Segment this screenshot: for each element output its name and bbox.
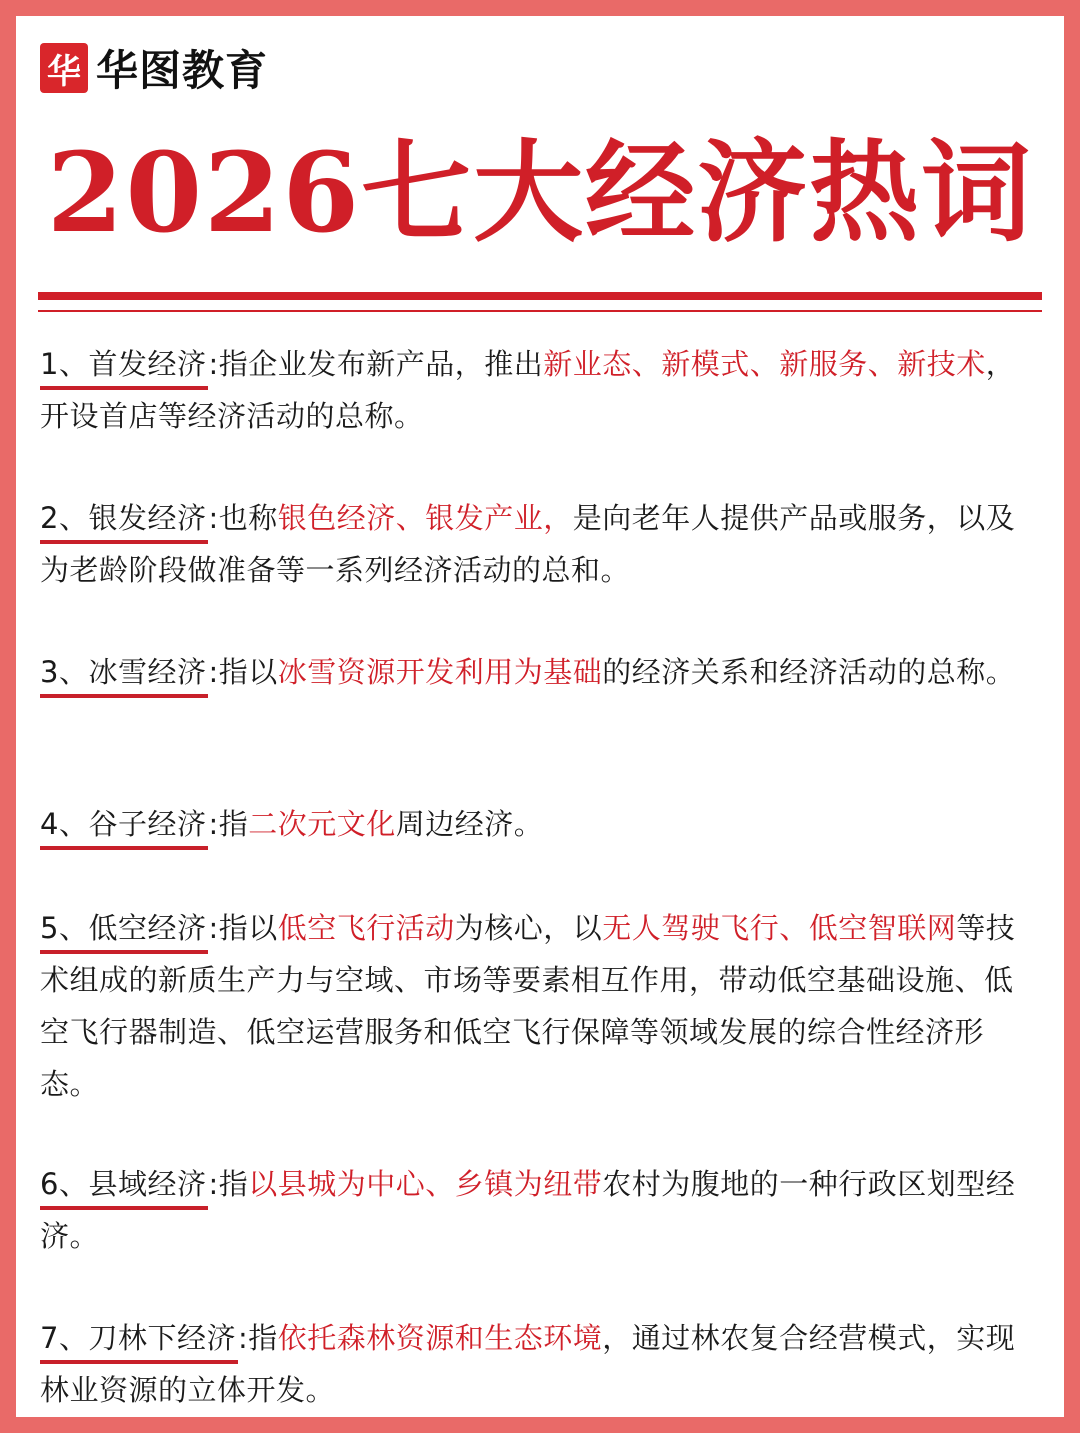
- entry-text: ，通过林农复合经营模式，实现林业资源的立体开发。: [40, 1321, 1016, 1407]
- entry-3: [40, 646, 1040, 698]
- entry-highlight: 无人驾驶飞行、低空智联网: [602, 911, 957, 945]
- entry-text: 等技术组成的新质生产力与空域、市场等要素相互作用，带动低空基础设施、低空飞行器制造、低空运营服务和低空飞行保障等领域发展的综合性经济形态。: [40, 911, 1016, 1101]
- page-title: 2026七大经济热词: [46, 128, 1034, 257]
- entry-term: 2、银发经济: [40, 496, 208, 544]
- entry-term: 5、低空经济: [40, 906, 208, 954]
- entry-4: [40, 798, 1040, 850]
- entry-6: [40, 1158, 1040, 1262]
- entry-text: 是向老年人提供产品或服务，以及为老龄阶段做准备等一系列经济活动的总和。: [40, 501, 1016, 587]
- entry-text: ，开设首店等经济活动的总称。: [40, 347, 1016, 433]
- entry-highlight: 依托森林资源和生态环境: [277, 1321, 603, 1355]
- title-divider-thin: [38, 310, 1042, 312]
- brand-name: 华图教育: [96, 46, 269, 95]
- entry-highlight: 低空飞行活动: [277, 911, 455, 945]
- entry-text: :指以: [208, 655, 278, 689]
- entry-term: 6、县域经济: [40, 1162, 208, 1210]
- entry-1: [40, 338, 1040, 442]
- brand-mark-icon: 华: [40, 43, 88, 93]
- entry-highlight: 二次元文化: [248, 807, 396, 841]
- entry-highlight: 冰雪资源开发利用为基础: [277, 655, 603, 689]
- entry-term: 7、刀林下经济: [40, 1316, 238, 1364]
- entry-text: :也称: [208, 501, 278, 535]
- entry-term: 4、谷子经济: [40, 802, 208, 850]
- entry-highlight: 新业态、新模式、新服务、新技术: [543, 347, 986, 381]
- entry-text: 为核心，以: [454, 911, 603, 945]
- entry-7: [40, 1312, 1040, 1416]
- entry-term: 1、首发经济: [40, 342, 208, 390]
- entry-text: 的经济关系和经济活动的总称。: [602, 655, 1016, 689]
- entry-text: :指: [208, 807, 249, 841]
- entry-text: :指企业发布新产品，推出: [208, 347, 544, 381]
- entry-text: :指: [237, 1321, 278, 1355]
- entry-highlight: 以县城为中心、乡镇为纽带: [248, 1167, 603, 1201]
- entry-5: [40, 902, 1040, 1110]
- entry-term: 3、冰雪经济: [40, 650, 208, 698]
- brand-logo: [40, 38, 268, 98]
- content-card: [16, 16, 1064, 1417]
- entry-2: [40, 492, 1040, 596]
- entry-text: :指: [208, 1167, 249, 1201]
- entry-text: 农村为腹地的一种行政区划型经济。: [40, 1167, 1016, 1253]
- title-divider-thick: [38, 292, 1042, 300]
- entry-text: 周边经济。: [395, 807, 544, 841]
- entry-text: :指以: [208, 911, 278, 945]
- entry-highlight: 银色经济、银发产业，: [277, 501, 573, 535]
